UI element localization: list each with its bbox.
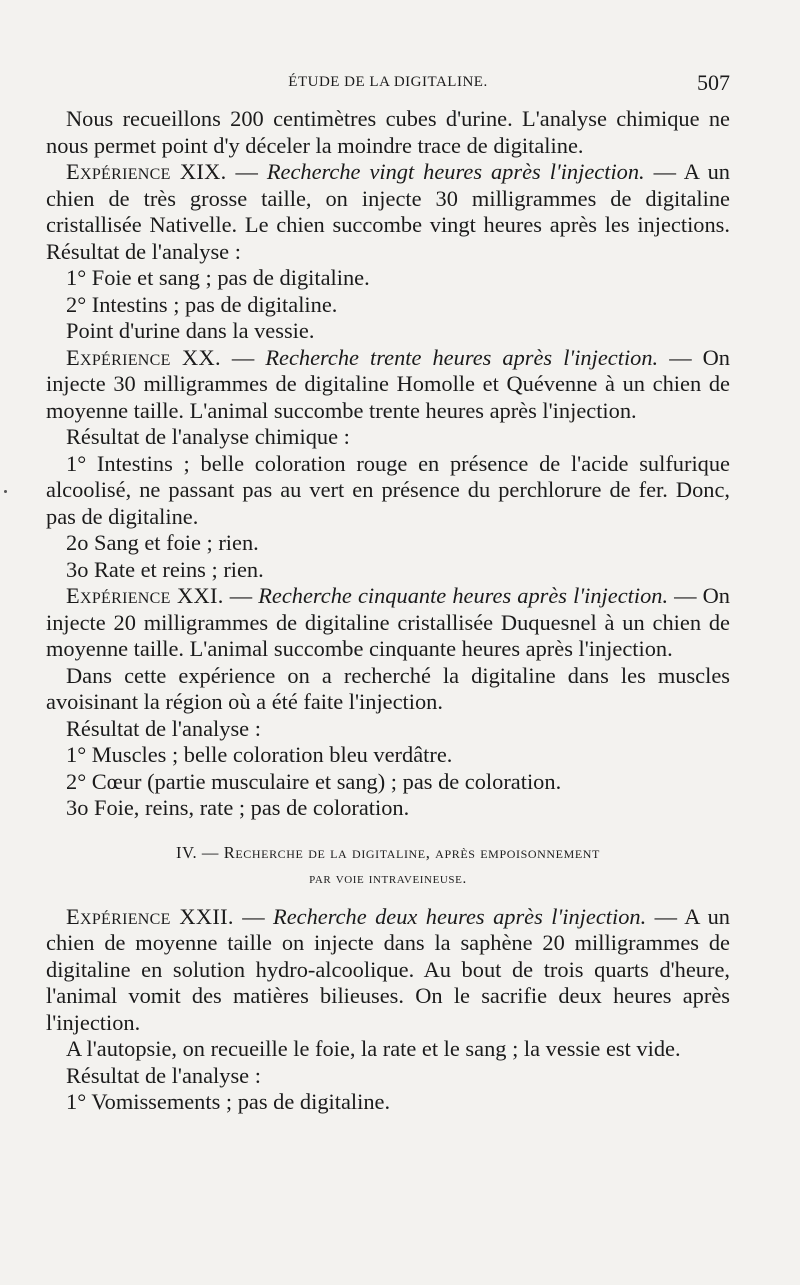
list-item: 1° Intestins ; belle coloration rouge en présence de l'acide sulfurique alcoolisé, ne passant pas au vert en présence du perchlorure de fer. Donc, pas de digitaline. [46, 450, 730, 529]
dash: — [223, 583, 259, 608]
list-item: 1° Foie et sang ; pas de digitaline. [66, 265, 370, 290]
experiment-title: Recherche deux heures après l'injection. [273, 903, 647, 929]
page-header [46, 70, 730, 100]
list-item: 2o Sang et foie ; rien. [66, 530, 259, 555]
list-item: 2° Intestins ; pas de digitaline. [66, 291, 338, 317]
list-item: 1° Muscles ; belle coloration bleu verdâtre. [66, 742, 453, 767]
experiment-paragraph [46, 159, 730, 265]
section-heading [46, 840, 730, 892]
paragraph: Résultat de l'analyse : [66, 1062, 261, 1088]
dash: — [233, 903, 274, 929]
experiment-label: Expérience XXI. [66, 583, 224, 608]
experiment-paragraph [46, 904, 730, 1037]
paragraph: Nous recueillons 200 centimètres cubes d'urine. L'analyse chimique ne nous permet point d'y déceler la moindre trace de digitaline. [46, 106, 730, 158]
experiment-title: Recherche vingt heures après l'injection. [266, 159, 645, 184]
section-heading-line1: IV. — Recherche de la digitaline, après empoisonnement [175, 842, 600, 862]
list-item: 3o Foie, reins, rate ; pas de coloration. [66, 795, 410, 820]
experiment-label: Expérience XXII. [66, 903, 234, 929]
experiment-text: — On injecte 30 milligrammes de digitaline Homolle et Quévenne à un chien de moyenne taille. L'animal succombe trente heures après l'injection. [46, 344, 731, 423]
dash: — [226, 159, 267, 184]
experiment-text: — A un chien de moyenne taille on injecte dans la saphène 20 milligrammes de digitaline en solution hydro-alcoolique. Au bout de trois quarts d'heure, l'animal vomit des matières bilieuses. On le sacrifie deux heures après l'injection. [46, 903, 730, 1035]
experiment-paragraph [46, 345, 730, 425]
experiment-label: Expérience XIX. [66, 159, 227, 184]
list-item: 3o Rate et reins ; rien. [66, 556, 264, 582]
list-item: 1° Vomissements ; pas de digitaline. [66, 1089, 391, 1114]
experiment-paragraph [46, 583, 730, 663]
dash: — [220, 344, 266, 370]
running-title: ÉTUDE DE LA DIGITALINE. [288, 74, 488, 90]
experiment-text: — On injecte 20 milligrammes de digitaline cristallisée Duquesnel à un chien de moyenne taille. L'animal succombe cinquante heures après l'injection. [46, 583, 730, 661]
experiment-title: Recherche trente heures après l'injection. [265, 344, 659, 370]
paragraph: Dans cette expérience on a recherché la digitaline dans les muscles avoisinant la région où a été faite l'injection. [46, 662, 730, 714]
experiment-label: Expérience XX. [66, 344, 221, 370]
page-number: 507 [697, 70, 730, 95]
paragraph: Résultat de l'analyse chimique : [66, 424, 350, 449]
paragraph: Résultat de l'analyse : [66, 715, 261, 741]
experiment-title: Recherche cinquante heures après l'injection. [258, 583, 669, 608]
experiment-text: — A un chien de très grosse taille, on injecte 30 milligrammes de digitaline cristallisée Nativelle. Le chien succombe vingt heures après les injections. Résultat de l'analyse : [46, 159, 731, 264]
margin-mark [4, 490, 7, 493]
body-text [46, 106, 730, 1116]
paragraph: A l'autopsie, on recueille le foie, la rate et le sang ; la vessie est vide. [66, 1036, 681, 1061]
list-item: Point d'urine dans la vessie. [66, 318, 315, 343]
list-item: 2° Cœur (partie musculaire et sang) ; pas de coloration. [66, 768, 562, 794]
section-heading-line2: par voie intraveineuse. [309, 870, 467, 887]
